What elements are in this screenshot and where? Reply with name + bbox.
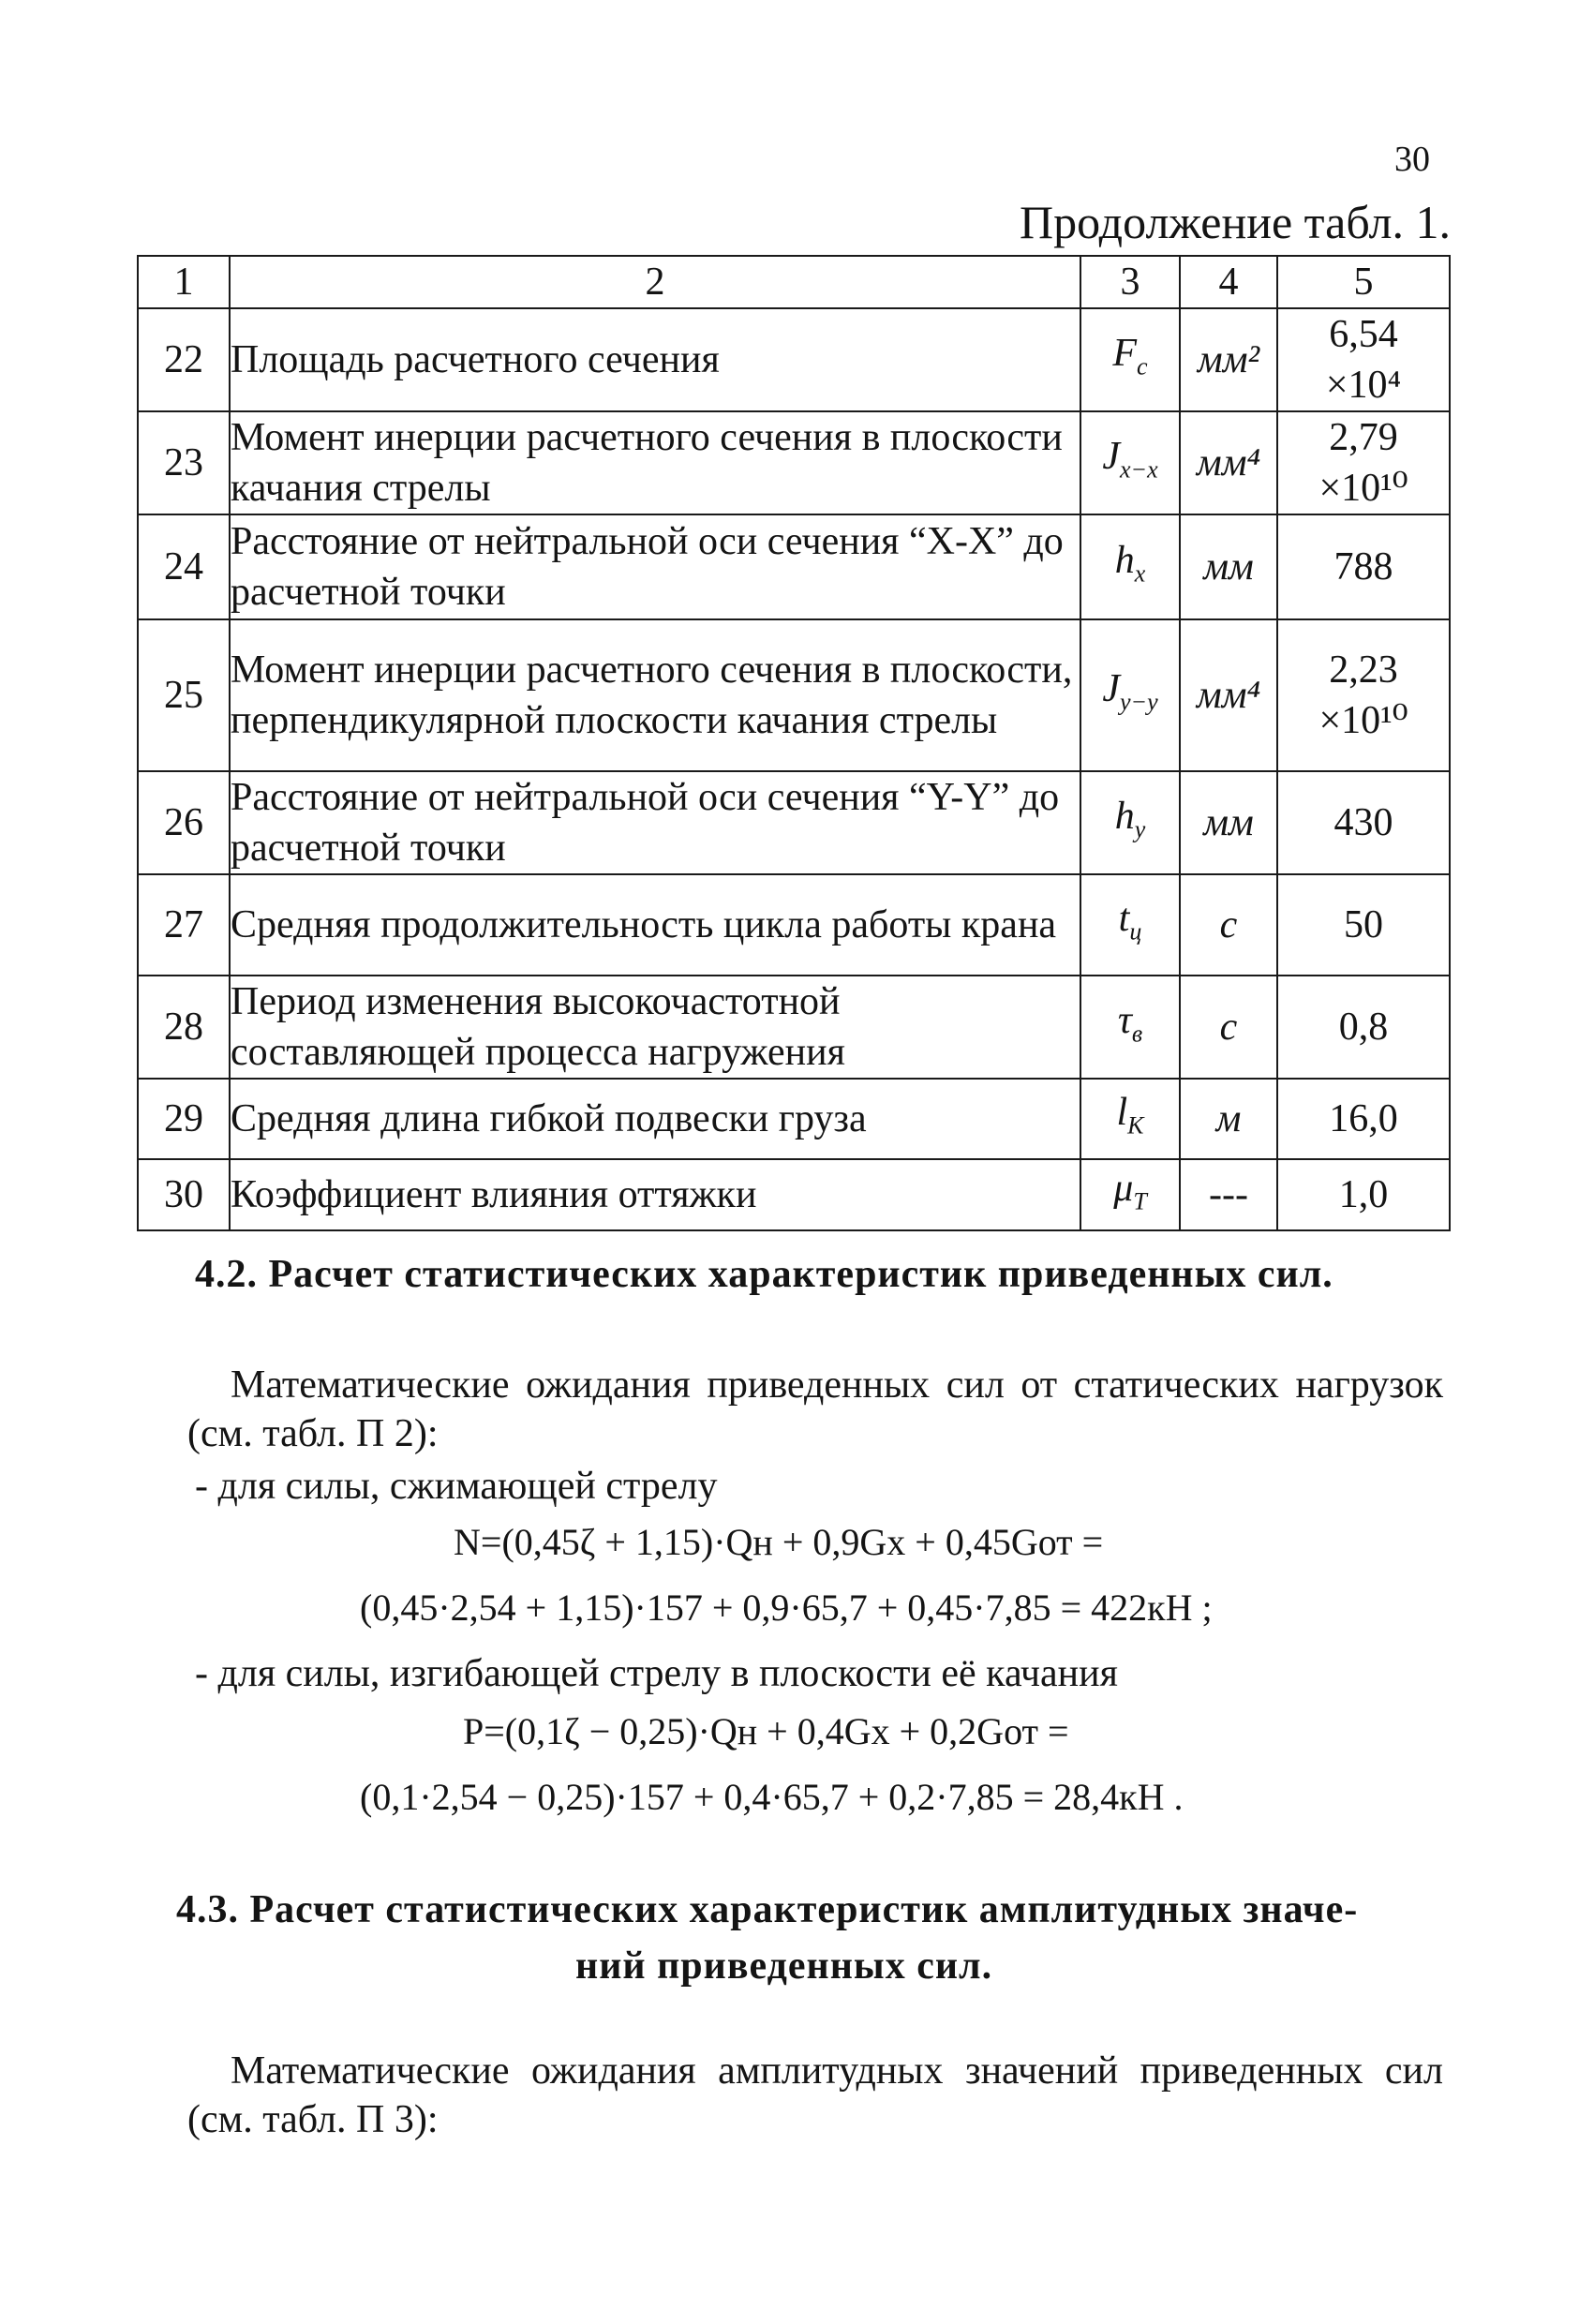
section-4-3-title-line2: ний приведенных сил. — [575, 1944, 993, 1988]
parameters-table — [137, 255, 1451, 1231]
symbol-subscript: y−y — [1120, 688, 1158, 716]
symbol-letter: h — [1114, 794, 1135, 838]
parameter-value — [1277, 1079, 1450, 1159]
parameter-unit: м — [1180, 1079, 1277, 1159]
parameter-symbol — [1080, 1079, 1180, 1159]
value-exponent: ×10⁴ — [1325, 364, 1402, 407]
parameter-description: Коэффициент влияния оттяжки — [230, 1159, 1080, 1230]
table-row — [138, 976, 1450, 1079]
parameter-value — [1277, 514, 1450, 619]
parameter-symbol — [1080, 308, 1180, 411]
symbol-letter: l — [1116, 1090, 1128, 1134]
symbol-subscript: ц — [1129, 917, 1142, 946]
parameter-unit: мм — [1180, 771, 1277, 874]
section-4-2-item2: - для силы, изгибающей стрелу в плоскости её качания — [195, 1652, 1118, 1695]
table-row — [138, 874, 1450, 976]
parameter-value — [1277, 308, 1450, 411]
formula-p-symbolic: P=(0,1ζ − 0,25)·Qн + 0,4Gх + 0,2Gот = — [463, 1710, 1069, 1752]
table-row — [138, 1079, 1450, 1159]
parameter-unit: мм⁴ — [1180, 411, 1277, 514]
parameter-description: Средняя продолжительность цикла работы крана — [230, 874, 1080, 976]
symbol-subscript: T — [1133, 1187, 1147, 1215]
parameter-symbol — [1080, 1159, 1180, 1230]
column-header: 2 — [230, 256, 1080, 308]
parameter-symbol — [1080, 514, 1180, 619]
parameter-description: Момент инерции расчетного сечения в плоскости качания стрелы — [230, 411, 1080, 514]
page-number: 30 — [1394, 140, 1430, 179]
row-number: 24 — [138, 514, 230, 619]
row-number: 26 — [138, 771, 230, 874]
parameter-description: Площадь расчетного сечения — [230, 308, 1080, 411]
parameter-symbol — [1080, 411, 1180, 514]
column-header: 3 — [1080, 256, 1180, 308]
symbol-subscript: в — [1131, 1020, 1143, 1048]
table-header-row — [138, 256, 1450, 308]
parameter-symbol — [1080, 619, 1180, 771]
symbol-subscript: x−x — [1120, 455, 1158, 484]
symbol-subscript: c — [1137, 352, 1148, 380]
parameter-description: Средняя длина гибкой подвески груза — [230, 1079, 1080, 1159]
value-mantissa: 6,54 — [1329, 313, 1398, 356]
value-exponent: ×10¹⁰ — [1318, 699, 1408, 742]
column-header: 1 — [138, 256, 230, 308]
section-4-3-intro: Математические ожидания амплитудных значений приведенных сил (см. табл. П 3): — [187, 2049, 1443, 2141]
value-mantissa: 1,0 — [1338, 1173, 1389, 1216]
value-mantissa: 2,23 — [1329, 648, 1398, 692]
parameter-unit: мм — [1180, 514, 1277, 619]
parameter-symbol — [1080, 771, 1180, 874]
symbol-letter: J — [1102, 434, 1121, 478]
table-row — [138, 411, 1450, 514]
section-4-2-title: 4.2. Расчет статистических характеристик приведенных сил. — [195, 1253, 1333, 1296]
parameter-unit: --- — [1180, 1159, 1277, 1230]
row-number: 29 — [138, 1079, 230, 1159]
row-number: 28 — [138, 976, 230, 1079]
parameter-value — [1277, 874, 1450, 976]
symbol-letter: μ — [1113, 1166, 1134, 1210]
value-mantissa: 788 — [1333, 545, 1393, 588]
value-mantissa: 0,8 — [1338, 1006, 1389, 1049]
formula-n-symbolic: N=(0,45ζ + 1,15)·Qн + 0,9Gх + 0,45Gот = — [454, 1521, 1104, 1563]
parameter-symbol — [1080, 976, 1180, 1079]
symbol-letter: t — [1118, 896, 1130, 940]
table-row — [138, 1159, 1450, 1230]
symbol-letter: F — [1112, 331, 1138, 375]
parameter-value — [1277, 411, 1450, 514]
parameter-symbol — [1080, 874, 1180, 976]
table-caption: Продолжение табл. 1. — [1020, 196, 1451, 248]
column-header: 5 — [1277, 256, 1450, 308]
parameter-value — [1277, 976, 1450, 1079]
parameter-unit: мм² — [1180, 308, 1277, 411]
value-exponent: ×10¹⁰ — [1318, 467, 1408, 510]
row-number: 23 — [138, 411, 230, 514]
section-4-2-intro: Математические ожидания приведенных сил от статических нагрузок (см. табл. П 2): — [187, 1363, 1443, 1455]
section-4-3-title-line1: 4.3. Расчет статистических характеристик амплитудных значе- — [176, 1888, 1359, 1931]
row-number: 30 — [138, 1159, 230, 1230]
parameter-value — [1277, 619, 1450, 771]
parameter-unit: мм⁴ — [1180, 619, 1277, 771]
parameter-value — [1277, 771, 1450, 874]
value-mantissa: 2,79 — [1329, 416, 1398, 459]
symbol-subscript: K — [1127, 1111, 1144, 1140]
symbol-letter: h — [1114, 538, 1135, 582]
symbol-subscript: x — [1134, 559, 1146, 588]
symbol-letter: τ — [1117, 998, 1132, 1042]
row-number: 25 — [138, 619, 230, 771]
parameter-description: Период изменения высокочастотной составляющей процесса нагружения — [230, 976, 1080, 1079]
value-mantissa: 50 — [1344, 903, 1383, 946]
symbol-subscript: y — [1134, 815, 1146, 843]
symbol-letter: J — [1102, 666, 1121, 710]
formula-p-numeric: (0,1·2,54 − 0,25)·157 + 0,4·65,7 + 0,2·7,85 = 28,4кН . — [360, 1776, 1184, 1818]
section-4-2-item1: - для силы, сжимающей стрелу — [195, 1465, 718, 1508]
formula-n-numeric: (0,45·2,54 + 1,15)·157 + 0,9·65,7 + 0,45·7,85 = 422кН ; — [360, 1587, 1213, 1629]
column-header: 4 — [1180, 256, 1277, 308]
row-number: 22 — [138, 308, 230, 411]
parameter-description: Расстояние от нейтральной оси сечения “Y-Y” до расчетной точки — [230, 771, 1080, 874]
parameter-value — [1277, 1159, 1450, 1230]
parameter-description: Момент инерции расчетного сечения в плоскости, перпендикулярной плоскости качания стрелы — [230, 619, 1080, 771]
table-row — [138, 514, 1450, 619]
parameter-unit: с — [1180, 976, 1277, 1079]
row-number: 27 — [138, 874, 230, 976]
value-mantissa: 16,0 — [1329, 1097, 1398, 1140]
table-row — [138, 308, 1450, 411]
table-row — [138, 619, 1450, 771]
value-mantissa: 430 — [1333, 801, 1393, 844]
table-row — [138, 771, 1450, 874]
parameter-unit: с — [1180, 874, 1277, 976]
parameter-description: Расстояние от нейтральной оси сечения “X-X” до расчетной точки — [230, 514, 1080, 619]
